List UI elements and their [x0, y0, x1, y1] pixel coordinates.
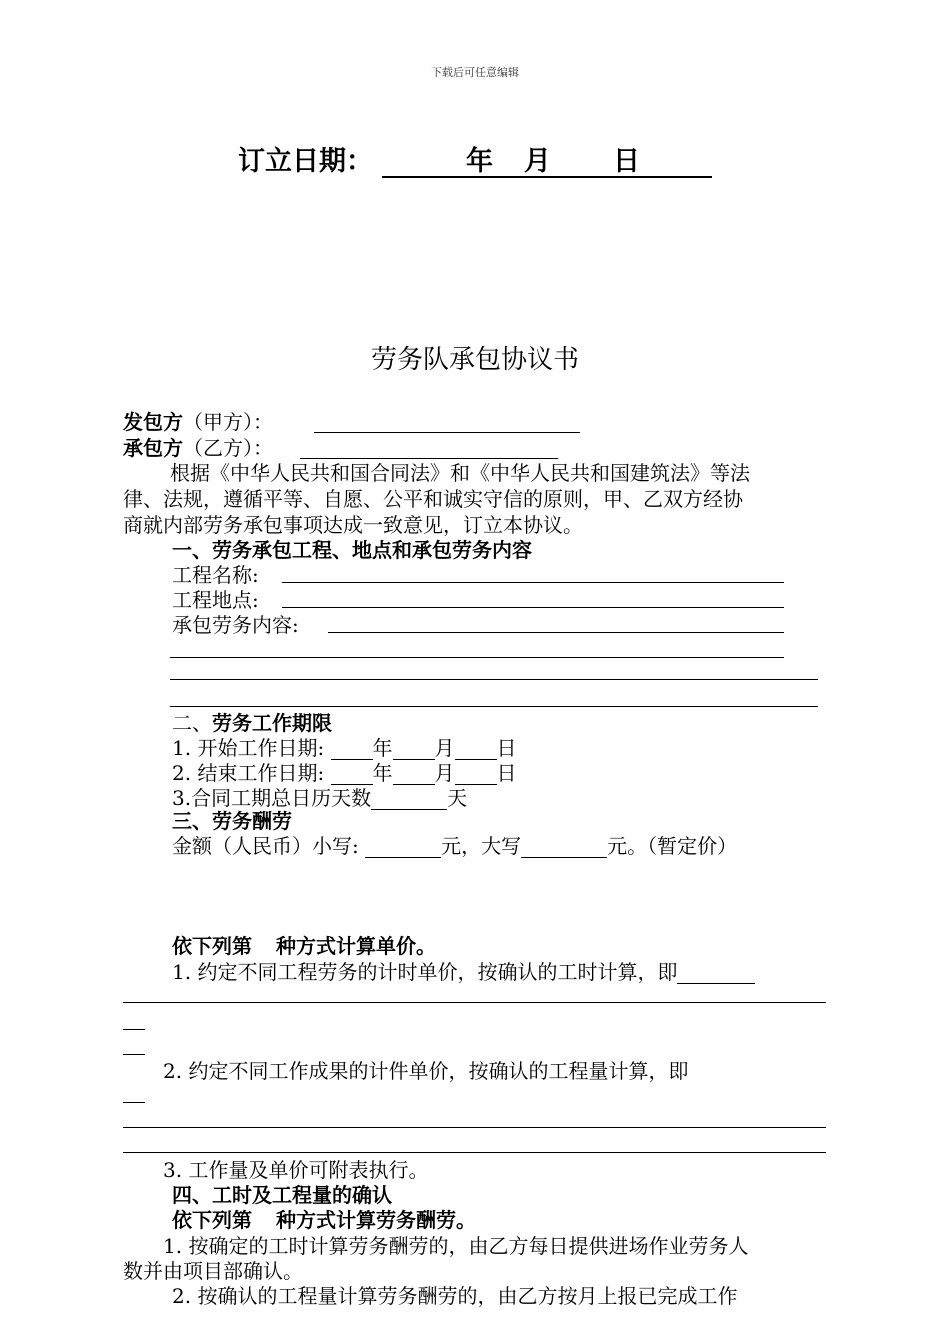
- end-date-row: [172, 761, 517, 785]
- start-month-field[interactable]: [393, 739, 435, 760]
- labor-content-line-3[interactable]: [170, 679, 818, 680]
- pricing-item-2: 2. 约定不同工作成果的计件单价，按确认的工程量计算，即: [163, 1059, 689, 1083]
- settlement-item-1-line-1: 1. 按确定的工时计算劳务酬劳的，由乙方每日提供进场作业劳务人: [163, 1234, 749, 1258]
- party-b-blank[interactable]: [300, 458, 558, 459]
- document-title: 劳务队承包协议书: [370, 345, 579, 375]
- end-day-field[interactable]: [455, 764, 497, 785]
- section-4-heading: 四、工时及工程量的确认: [172, 1183, 392, 1207]
- start-day-unit: 日: [496, 736, 517, 760]
- party-a-label: 发包方: [123, 410, 183, 434]
- end-year-field[interactable]: [331, 764, 373, 785]
- settlement-method-field[interactable]: [252, 1212, 276, 1232]
- settlement-item-2-line-1: 2. 按确认的工程量计算劳务酬劳的，由乙方按月上报已完成工作: [172, 1284, 738, 1308]
- pricing-method-heading: [172, 934, 436, 958]
- pricing-method-b: 种方式计算单价。: [276, 934, 436, 958]
- party-b-label: 承包方: [123, 436, 183, 460]
- start-year-unit: 年: [372, 736, 393, 760]
- start-month-unit: 月: [434, 736, 455, 760]
- party-a-line: [123, 410, 273, 434]
- intro-line-2: 律、法规，遵循平等、自愿、公平和诚实守信的原则，甲、乙双方经协: [123, 487, 743, 511]
- amount-upper-field[interactable]: [521, 837, 607, 858]
- party-a-blank[interactable]: [314, 432, 580, 433]
- end-date-label: 2. 结束工作日期:: [172, 761, 325, 785]
- intro-line-3: 商就内部劳务承包事项达成一致意见，订立本协议。: [123, 513, 583, 537]
- signing-date-day: 日: [613, 146, 640, 177]
- labor-content-label: 承包劳务内容:: [172, 613, 299, 637]
- pricing-item-1-field[interactable]: [677, 963, 755, 984]
- pricing-item-1-stub-1[interactable]: [123, 1029, 145, 1030]
- pricing-method-a: 依下列第: [172, 934, 252, 958]
- pricing-item-3: 3. 工作量及单价可附表执行。: [163, 1158, 429, 1182]
- section-2-heading: [172, 711, 332, 735]
- total-days-label: 3.合同工期总日历天数: [172, 786, 372, 810]
- end-day-unit: 日: [496, 761, 517, 785]
- party-b-paren: （乙方）：: [183, 436, 273, 460]
- start-day-field[interactable]: [455, 739, 497, 760]
- settlement-method-b: 种方式计算劳务酬劳。: [276, 1208, 476, 1232]
- intro-line-1: 根据《中华人民共和国合同法》和《中华人民共和国建筑法》等法: [170, 461, 750, 485]
- settlement-method-heading: [172, 1208, 476, 1232]
- amount-row: [172, 834, 737, 858]
- total-days-unit: 天: [447, 786, 468, 810]
- section-1-heading: 一、劳务承包工程、地点和承包劳务内容: [172, 538, 532, 562]
- labor-content-line-4[interactable]: [170, 706, 818, 707]
- pricing-item-2-stub[interactable]: [123, 1102, 145, 1103]
- start-date-label: 1. 开始工作日期:: [172, 736, 325, 760]
- signing-date-month: 月: [524, 146, 551, 177]
- pricing-item-1: [172, 960, 755, 984]
- total-days-row: [172, 786, 467, 810]
- project-name-label: 工程名称:: [172, 563, 259, 587]
- pricing-item-1-line-2[interactable]: [123, 1002, 826, 1003]
- header-note: 下载后可任意编辑: [431, 66, 519, 79]
- pricing-item-2-line-3[interactable]: [123, 1152, 826, 1153]
- party-b-line: [123, 436, 273, 460]
- section-3-heading: 三、劳务酬劳: [172, 809, 292, 833]
- section-2-title: 劳务工作期限: [212, 711, 332, 735]
- labor-content-field[interactable]: [328, 632, 784, 633]
- project-name-field[interactable]: [282, 582, 784, 583]
- party-a-paren: （甲方）：: [183, 410, 273, 434]
- signing-date-year: 年: [466, 146, 493, 177]
- pricing-item-2-line-2[interactable]: [123, 1127, 826, 1128]
- amount-yuan-text: 元，大写: [441, 834, 522, 858]
- section-2-number: 二、: [172, 711, 212, 735]
- pricing-method-field[interactable]: [252, 938, 276, 958]
- amount-end-text: 元。（暂定价）: [607, 834, 738, 858]
- project-location-field[interactable]: [282, 607, 784, 608]
- amount-label: 金额（人民币）小写:: [172, 834, 359, 858]
- labor-content-line-2[interactable]: [170, 657, 784, 658]
- end-month-unit: 月: [434, 761, 455, 785]
- start-year-field[interactable]: [331, 739, 373, 760]
- start-date-row: [172, 736, 517, 760]
- settlement-method-a: 依下列第: [172, 1208, 252, 1232]
- end-month-field[interactable]: [393, 764, 435, 785]
- total-days-field[interactable]: [371, 789, 447, 810]
- project-location-label: 工程地点:: [172, 588, 259, 612]
- signing-date-label: 订立日期：: [238, 146, 373, 177]
- settlement-item-1-line-2: 数并由项目部确认。: [123, 1259, 303, 1283]
- end-year-unit: 年: [372, 761, 393, 785]
- pricing-item-1-text: 1. 约定不同工程劳务的计时单价，按确认的工时计算，即: [172, 960, 678, 984]
- amount-lower-field[interactable]: [365, 837, 441, 858]
- pricing-item-1-stub-2[interactable]: [123, 1054, 145, 1055]
